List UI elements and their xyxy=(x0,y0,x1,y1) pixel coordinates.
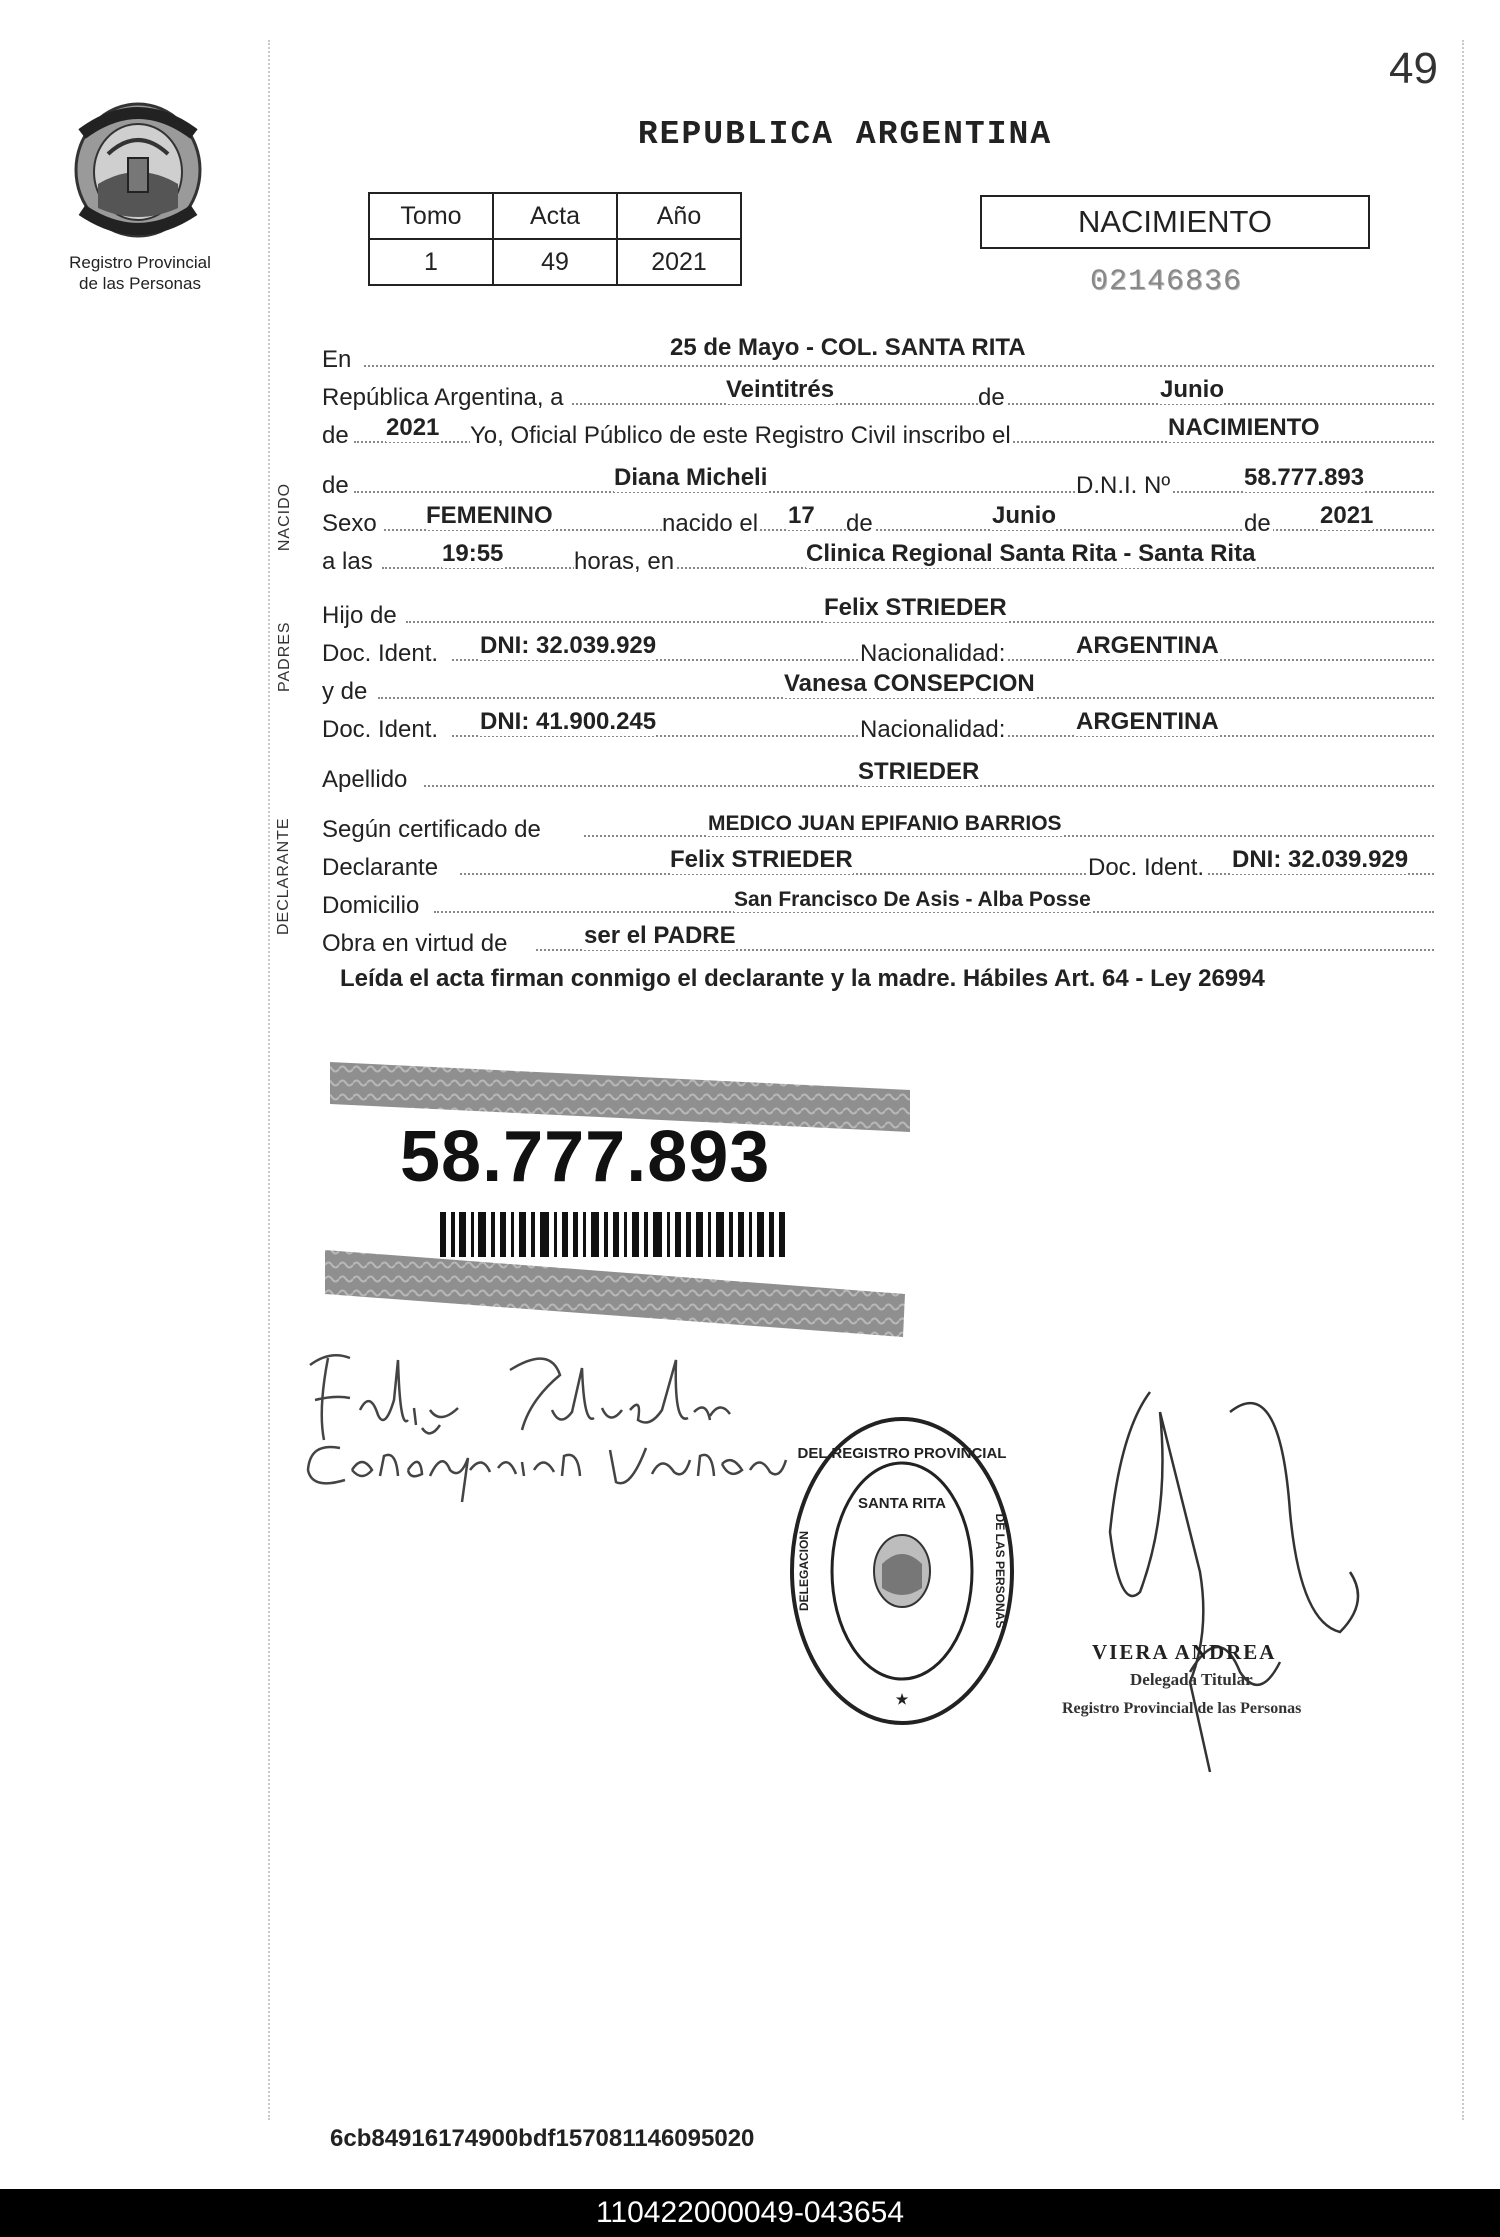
label-y-de: y de xyxy=(322,678,368,705)
value-father-doc: DNI: 32.039.929 xyxy=(480,632,657,659)
svg-text:★: ★ xyxy=(895,1691,909,1707)
registry-value-acta: 49 xyxy=(493,239,617,285)
label-de-year: de xyxy=(322,422,349,449)
row-mother xyxy=(322,672,1434,706)
barcode xyxy=(440,1212,785,1257)
registry-header-tomo: Tomo xyxy=(369,193,493,239)
value-month: Junio xyxy=(1160,376,1224,403)
label-apellido: Apellido xyxy=(322,766,408,793)
value-declarant-doc: DNI: 32.039.929 xyxy=(1232,846,1409,873)
label-horas-en: horas, en xyxy=(574,548,675,575)
dni-card-number: 58.777.893 xyxy=(400,1117,771,1197)
value-certificate: MEDICO JUAN EPIFANIO BARRIOS xyxy=(708,812,1062,835)
official-stamp xyxy=(786,1412,1018,1730)
value-father: Felix STRIEDER xyxy=(824,594,1007,621)
registry-header-row xyxy=(369,193,741,239)
section-label-declarante: DECLARANTE xyxy=(275,817,292,935)
value-birthplace: Clinica Regional Santa Rita - Santa Rita xyxy=(806,540,1256,567)
value-act: NACIMIENTO xyxy=(1168,414,1320,441)
row-date-words xyxy=(322,378,1434,412)
row-time-place xyxy=(322,542,1434,576)
section-label-padres: PADRES xyxy=(276,621,293,692)
label-nacionalidad-mother: Nacionalidad: xyxy=(860,716,1006,743)
official-name: VIERA ANDREA xyxy=(1092,1640,1277,1664)
label-a-las: a las xyxy=(322,548,373,575)
label-declarante: Declarante xyxy=(322,854,439,881)
page-number: 49 xyxy=(1389,44,1438,93)
logo-caption-line1: Registro Provincial xyxy=(69,253,211,272)
label-doc-ident-mother: Doc. Ident. xyxy=(322,716,439,743)
value-mother: Vanesa CONSEPCION xyxy=(784,670,1035,697)
svg-text:DELEGACION: DELEGACION xyxy=(797,1530,811,1612)
label-yo-oficial: Yo, Oficial Público de este Registro Civil inscribo el xyxy=(470,422,1011,449)
value-time: 19:55 xyxy=(442,540,504,567)
serial-number: 02146836 xyxy=(1090,265,1243,299)
registry-value-row xyxy=(369,239,741,285)
dni-barcode-card xyxy=(325,1062,915,1337)
left-margin-line xyxy=(268,40,270,2120)
value-birth-year: 2021 xyxy=(1320,502,1374,529)
svg-text:DEL REGISTRO PROVINCIAL: DEL REGISTRO PROVINCIAL xyxy=(797,1445,1007,1462)
row-capacity xyxy=(322,924,1434,958)
label-nacionalidad-father: Nacionalidad: xyxy=(860,640,1006,667)
registry-header-acta: Acta xyxy=(493,193,617,239)
closing-text: Leída el acta firman conmigo el declarante y la madre. Hábiles Art. 64 - Ley 26994 xyxy=(340,965,1265,992)
row-place xyxy=(322,334,1434,374)
label-en: En xyxy=(322,346,352,373)
row-sex-birthdate xyxy=(322,504,1434,538)
right-margin-line xyxy=(1462,40,1464,2120)
label-domicilio: Domicilio xyxy=(322,892,420,919)
value-day-words: Veintitrés xyxy=(726,376,835,403)
value-birth-month: Junio xyxy=(992,502,1056,529)
label-nacido-el: nacido el xyxy=(662,510,759,537)
value-name: Diana Micheli xyxy=(614,464,768,491)
row-mother-doc xyxy=(322,710,1434,744)
row-address xyxy=(322,886,1434,920)
label-de-name: de xyxy=(322,472,349,499)
value-surname: STRIEDER xyxy=(858,758,980,785)
label-obra-en-virtud: Obra en virtud de xyxy=(322,930,508,957)
label-segun-certificado: Según certificado de xyxy=(322,816,541,843)
label-republica: República Argentina, a xyxy=(322,384,564,411)
section-label-nacido: NACIDO xyxy=(276,482,293,552)
registry-header-ano: Año xyxy=(617,193,741,239)
footer-code-bar: 110422000049-043654 xyxy=(0,2189,1500,2237)
country-title: REPUBLICA ARGENTINA xyxy=(637,116,1053,153)
document-hash: 6cb84916174900bdf157081146095020 xyxy=(330,2125,755,2152)
value-sex: FEMENINO xyxy=(426,502,553,529)
svg-text:DE LAS PERSONAS: DE LAS PERSONAS xyxy=(993,1513,1007,1629)
value-dni: 58.777.893 xyxy=(1244,464,1365,491)
value-capacity: ser el PADRE xyxy=(584,922,736,949)
registry-value-ano: 2021 xyxy=(617,239,741,285)
registry-table xyxy=(368,192,742,286)
value-address: San Francisco De Asis - Alba Posse xyxy=(734,888,1091,911)
logo-caption xyxy=(40,252,240,294)
value-mother-nationality: ARGENTINA xyxy=(1076,708,1219,735)
value-place: 25 de Mayo - COL. SANTA RITA xyxy=(670,334,1026,361)
record-type-box: NACIMIENTO xyxy=(980,195,1370,249)
row-father-doc xyxy=(322,634,1434,668)
label-de-birth-year: de xyxy=(1244,510,1271,537)
row-surname xyxy=(322,760,1434,794)
parents-signatures xyxy=(290,1330,810,1510)
label-hijo-de: Hijo de xyxy=(322,602,397,629)
label-de-birth-month: de xyxy=(846,510,873,537)
value-birth-day: 17 xyxy=(788,502,815,529)
official-title: Delegada Titular xyxy=(1130,1670,1253,1689)
logo-caption-line2: de las Personas xyxy=(79,274,201,293)
value-year: 2021 xyxy=(386,414,440,441)
row-certificate xyxy=(322,810,1434,844)
label-doc-ident-father: Doc. Ident. xyxy=(322,640,439,667)
row-declarant xyxy=(322,848,1434,882)
label-sexo: Sexo xyxy=(322,510,377,537)
row-name xyxy=(322,466,1434,500)
value-mother-doc: DNI: 41.900.245 xyxy=(480,708,657,735)
label-dni: D.N.I. Nº xyxy=(1076,472,1171,499)
row-year-act xyxy=(322,416,1434,450)
official-office: Registro Provincial de las Personas xyxy=(1062,1700,1302,1717)
value-declarant: Felix STRIEDER xyxy=(670,846,853,873)
label-doc-ident-declarant: Doc. Ident. xyxy=(1088,854,1205,881)
registry-value-tomo: 1 xyxy=(369,239,493,285)
value-father-nationality: ARGENTINA xyxy=(1076,632,1219,659)
row-father xyxy=(322,596,1434,630)
svg-text:SANTA RITA: SANTA RITA xyxy=(857,1495,947,1512)
label-de-month: de xyxy=(978,384,1005,411)
